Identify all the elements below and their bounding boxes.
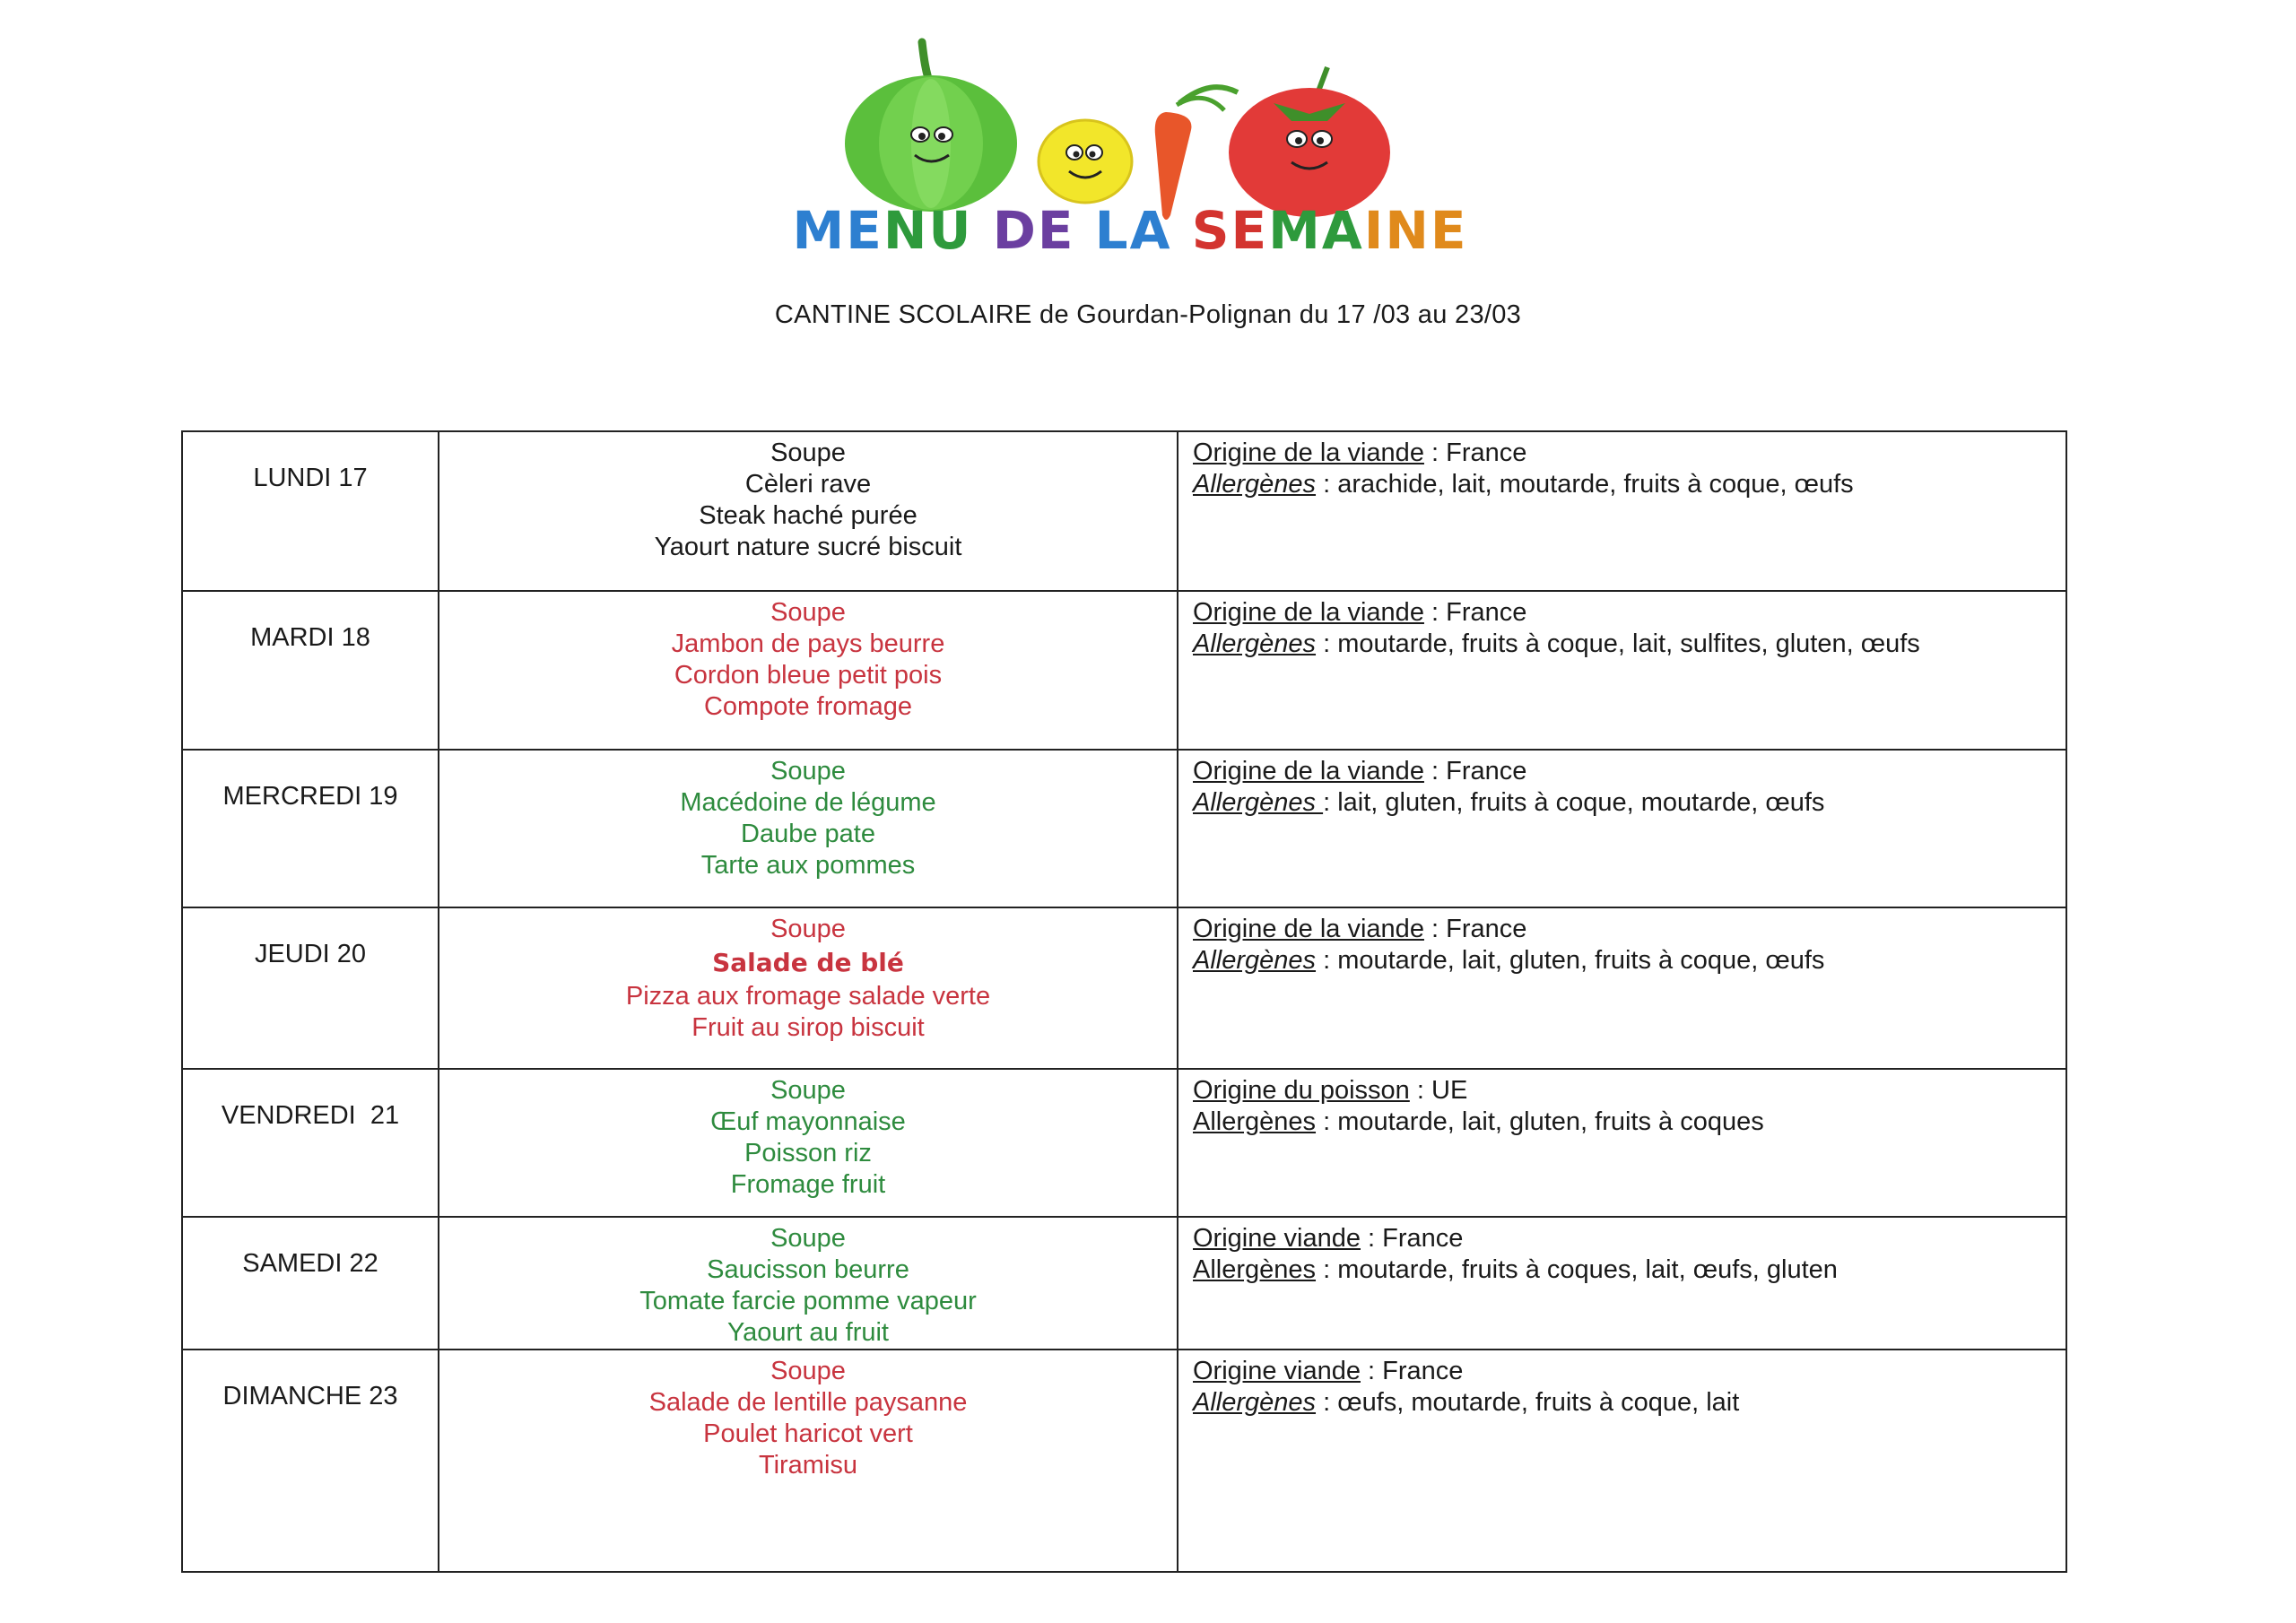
- day-cell: [182, 1069, 439, 1217]
- green-pumpkin-icon: [845, 42, 1017, 212]
- day-label: JEUDI 20: [254, 940, 367, 968]
- dishes-cell: [439, 1350, 1178, 1572]
- allergen-label: Allergènes: [1193, 1388, 1317, 1417]
- allergen-label: Allergènes: [1193, 470, 1317, 499]
- origin-value: : France: [1423, 757, 1527, 785]
- day-cell: [182, 750, 439, 907]
- table-row: [182, 750, 2066, 907]
- dish-item: Fromage fruit: [730, 1170, 886, 1199]
- allergen-value: : lait, gluten, fruits à coque, moutarde, œufs: [1323, 788, 1825, 817]
- origin-value: : France: [1423, 915, 1527, 943]
- dish-item: Yaourt au fruit: [726, 1318, 889, 1347]
- dish-item: Compote fromage: [703, 692, 913, 721]
- allergen-value: : œufs, moutarde, fruits à coque, lait: [1316, 1388, 1740, 1417]
- day-label: DIMANCHE 23: [222, 1382, 398, 1410]
- day-cell: [182, 1217, 439, 1350]
- dish-item: Salade de lentille paysanne: [648, 1388, 968, 1417]
- table-row: [182, 907, 2066, 1069]
- dish-item: Salade de blé: [712, 948, 904, 977]
- info-cell: [1178, 1217, 2066, 1350]
- dish-item: Cordon bleue petit pois: [674, 661, 943, 690]
- allergen-label: Allergènes: [1193, 1255, 1317, 1284]
- day-label: LUNDI 17: [253, 464, 368, 492]
- dishes-cell: [439, 1217, 1178, 1350]
- dish-item: Œuf mayonnaise: [710, 1107, 906, 1136]
- origin-label: Origine viande: [1193, 1224, 1361, 1253]
- allergen-value: : moutarde, lait, gluten, fruits à coque, œufs: [1316, 946, 1825, 975]
- menu-de-la-semaine-logo: [792, 31, 1468, 265]
- dish-item: Jambon de pays beurre: [671, 629, 945, 658]
- table-row: [182, 1350, 2066, 1572]
- table-row: [182, 431, 2066, 591]
- dish-item: Soupe: [770, 598, 846, 627]
- origin-value: : France: [1361, 1357, 1464, 1385]
- origin-label: Origine de la viande: [1193, 757, 1424, 785]
- dishes-cell: [439, 750, 1178, 907]
- dishes-cell: [439, 431, 1178, 591]
- day-label: MARDI 18: [250, 623, 370, 652]
- origin-value: : France: [1361, 1224, 1464, 1253]
- info-cell: [1178, 907, 2066, 1069]
- dish-item: Tiramisu: [758, 1451, 858, 1480]
- dish-item: Poulet haricot vert: [703, 1419, 913, 1448]
- dish-item: Soupe: [770, 438, 846, 467]
- table-row: [182, 1069, 2066, 1217]
- dish-item: Daube pate: [741, 820, 875, 848]
- info-cell: [1178, 1350, 2066, 1572]
- allergen-value: : moutarde, fruits à coque, lait, sulfites, gluten, œufs: [1316, 629, 1920, 658]
- info-cell: [1178, 1069, 2066, 1217]
- origin-label: Origine viande: [1193, 1357, 1361, 1385]
- dish-item: Soupe: [770, 1224, 846, 1253]
- dish-item: Soupe: [770, 757, 846, 785]
- menu-table: [181, 430, 2067, 1573]
- allergen-label: Allergènes: [1193, 946, 1317, 975]
- origin-value: : France: [1423, 598, 1527, 627]
- dish-item: Tomate farcie pomme vapeur: [639, 1287, 977, 1315]
- dish-item: Poisson riz: [744, 1139, 872, 1167]
- day-cell: [182, 1350, 439, 1572]
- day-label: VENDREDI 21: [221, 1101, 400, 1130]
- dish-item: Steak haché purée: [699, 501, 918, 530]
- day-label: MERCREDI 19: [222, 782, 398, 811]
- origin-label: Origine de la viande: [1193, 598, 1424, 627]
- day-label: SAMEDI 22: [242, 1249, 378, 1278]
- lemon-icon: [1039, 120, 1132, 203]
- info-cell: [1178, 431, 2066, 591]
- dish-item: Soupe: [770, 1357, 846, 1385]
- origin-value: : France: [1423, 438, 1527, 467]
- origin-label: Origine de la viande: [1193, 438, 1424, 467]
- origin-value: : UE: [1409, 1076, 1468, 1105]
- day-cell: [182, 591, 439, 750]
- origin-label: Origine de la viande: [1193, 915, 1424, 943]
- table-row: [182, 591, 2066, 750]
- dish-item: Pizza aux fromage salade verte: [625, 982, 991, 1011]
- info-cell: [1178, 750, 2066, 907]
- page-title: CANTINE SCOLAIRE de Gourdan-Polignan du 17 /03 au 23/03: [774, 300, 1522, 329]
- info-cell: [1178, 591, 2066, 750]
- allergen-value: : moutarde, fruits à coques, lait, œufs, gluten: [1316, 1255, 1838, 1284]
- dish-item: Macédoine de légume: [680, 788, 936, 817]
- dish-item: Saucisson beurre: [707, 1255, 909, 1284]
- allergen-label: Allergènes: [1193, 629, 1317, 658]
- origin-label: Origine du poisson: [1193, 1076, 1410, 1105]
- dishes-cell: [439, 591, 1178, 750]
- dish-item: Soupe: [770, 915, 846, 943]
- tomato-icon: [1229, 67, 1390, 217]
- dish-item: Soupe: [770, 1076, 846, 1105]
- day-cell: [182, 431, 439, 591]
- allergen-value: : moutarde, lait, gluten, fruits à coques: [1316, 1107, 1764, 1136]
- allergen-label: Allergènes: [1193, 1107, 1317, 1136]
- allergen-value: : arachide, lait, moutarde, fruits à coque, œufs: [1316, 470, 1854, 499]
- dishes-cell: [439, 907, 1178, 1069]
- dishes-cell: [439, 1069, 1178, 1217]
- dish-item: Cèleri rave: [744, 470, 872, 499]
- table-row: [182, 1217, 2066, 1350]
- dish-item: Tarte aux pommes: [700, 851, 916, 880]
- dish-item: Fruit au sirop biscuit: [691, 1013, 925, 1042]
- allergen-label: Allergènes: [1193, 788, 1324, 817]
- dish-item: Yaourt nature sucré biscuit: [654, 533, 962, 561]
- day-cell: [182, 907, 439, 1069]
- svg-text:MENU DE LA SEMAINE: MENU DE LA SEMAINE: [792, 200, 1468, 261]
